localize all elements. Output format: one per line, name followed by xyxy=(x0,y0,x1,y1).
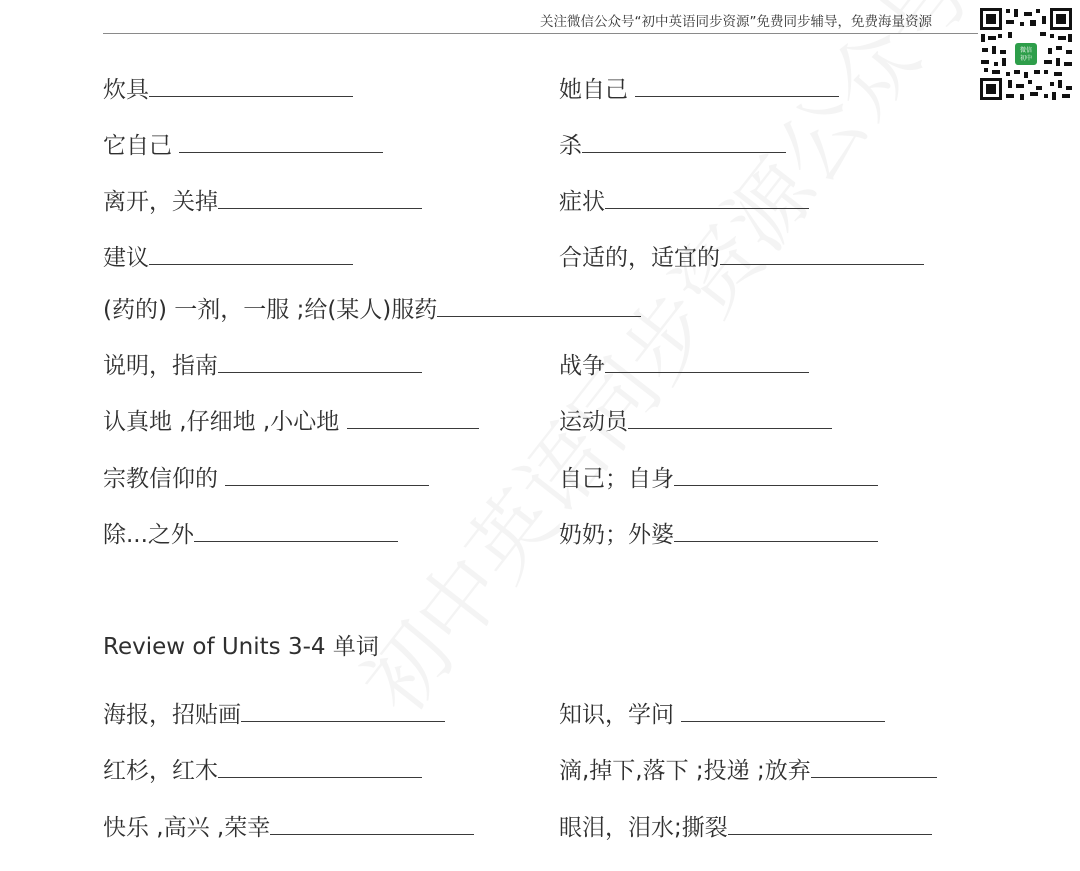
answer-blank[interactable] xyxy=(605,190,809,209)
vocab-item xyxy=(103,354,422,378)
item-label: 知识，学问 xyxy=(559,702,674,728)
answer-blank[interactable] xyxy=(218,190,422,209)
answer-blank[interactable] xyxy=(635,78,839,97)
item-label: 认真地 ,仔细地 ,小心地 xyxy=(103,409,340,435)
answer-blank[interactable] xyxy=(194,523,398,542)
item-label: 建议 xyxy=(103,245,149,271)
item-label: 红杉，红木 xyxy=(103,758,218,784)
answer-blank[interactable] xyxy=(347,410,479,429)
answer-blank[interactable] xyxy=(605,354,809,373)
qr-code xyxy=(978,6,1074,102)
item-label: (药的) 一剂，一服 ;给(某人)服药 xyxy=(103,297,438,323)
item-label: 滴,掉下,落下 ;投递 ;放弃 xyxy=(559,758,811,784)
item-label: 合适的，适宜的 xyxy=(559,245,720,271)
item-label: 炊具 xyxy=(103,77,149,103)
item-label: 快乐 ,高兴 ,荣幸 xyxy=(103,815,271,841)
vocab-item xyxy=(559,190,809,214)
answer-blank[interactable] xyxy=(674,467,878,486)
item-label: 自己；自身 xyxy=(559,466,674,492)
item-label: 它自己 xyxy=(103,133,172,159)
answer-blank[interactable] xyxy=(582,134,786,153)
answer-blank[interactable] xyxy=(674,523,878,542)
vocab-item xyxy=(559,78,839,102)
vocab-item xyxy=(559,246,924,270)
vocab-item xyxy=(103,78,353,102)
vocab-item xyxy=(103,298,641,322)
item-label: 运动员 xyxy=(559,409,628,435)
item-label: 战争 xyxy=(559,353,605,379)
answer-blank[interactable] xyxy=(218,354,422,373)
vocab-item xyxy=(559,703,885,727)
item-label: 说明，指南 xyxy=(103,353,218,379)
vocab-item xyxy=(559,467,878,491)
vocab-item xyxy=(559,816,932,840)
vocab-item xyxy=(103,246,353,270)
answer-blank[interactable] xyxy=(270,816,474,835)
vocab-item xyxy=(103,759,422,783)
item-label: 症状 xyxy=(559,189,605,215)
item-label: 海报，招贴画 xyxy=(103,702,241,728)
vocab-item xyxy=(559,354,809,378)
answer-blank[interactable] xyxy=(218,759,422,778)
svg-text:微信: 微信 xyxy=(1019,47,1033,54)
vocab-item xyxy=(103,523,398,547)
answer-blank[interactable] xyxy=(179,134,383,153)
section-title: Review of Units 3-4 单词 xyxy=(103,634,379,660)
qr-code-icon xyxy=(978,6,1074,102)
item-label: 奶奶；外婆 xyxy=(559,522,674,548)
vocab-item xyxy=(559,410,832,434)
vocab-item xyxy=(103,134,383,158)
vocab-item xyxy=(103,410,479,434)
vocab-item xyxy=(559,134,786,158)
answer-blank[interactable] xyxy=(628,410,832,429)
answer-blank[interactable] xyxy=(720,246,924,265)
item-label: 眼泪，泪水;撕裂 xyxy=(559,815,728,841)
vocab-item xyxy=(103,190,422,214)
vocab-item xyxy=(103,816,474,840)
answer-blank[interactable] xyxy=(811,759,937,778)
vocab-item xyxy=(103,467,429,491)
answer-blank[interactable] xyxy=(728,816,932,835)
vocab-item xyxy=(103,703,445,727)
answer-blank[interactable] xyxy=(241,703,445,722)
vocab-item xyxy=(559,523,878,547)
item-label: 宗教信仰的 xyxy=(103,466,218,492)
header-text: 关注微信公众号“初中英语同步资源”免费同步辅导，免费海量资源 xyxy=(540,14,932,30)
vocab-item xyxy=(559,759,937,783)
svg-text:初中: 初中 xyxy=(1019,55,1033,62)
answer-blank[interactable] xyxy=(681,703,885,722)
answer-blank[interactable] xyxy=(149,246,353,265)
item-label: 她自己 xyxy=(559,77,628,103)
answer-blank[interactable] xyxy=(437,298,641,317)
item-label: 除...之外 xyxy=(103,522,194,548)
answer-blank[interactable] xyxy=(149,78,353,97)
item-label: 离开，关掉 xyxy=(103,189,218,215)
item-label: 杀 xyxy=(559,133,582,159)
answer-blank[interactable] xyxy=(225,467,429,486)
header-divider xyxy=(103,33,978,34)
